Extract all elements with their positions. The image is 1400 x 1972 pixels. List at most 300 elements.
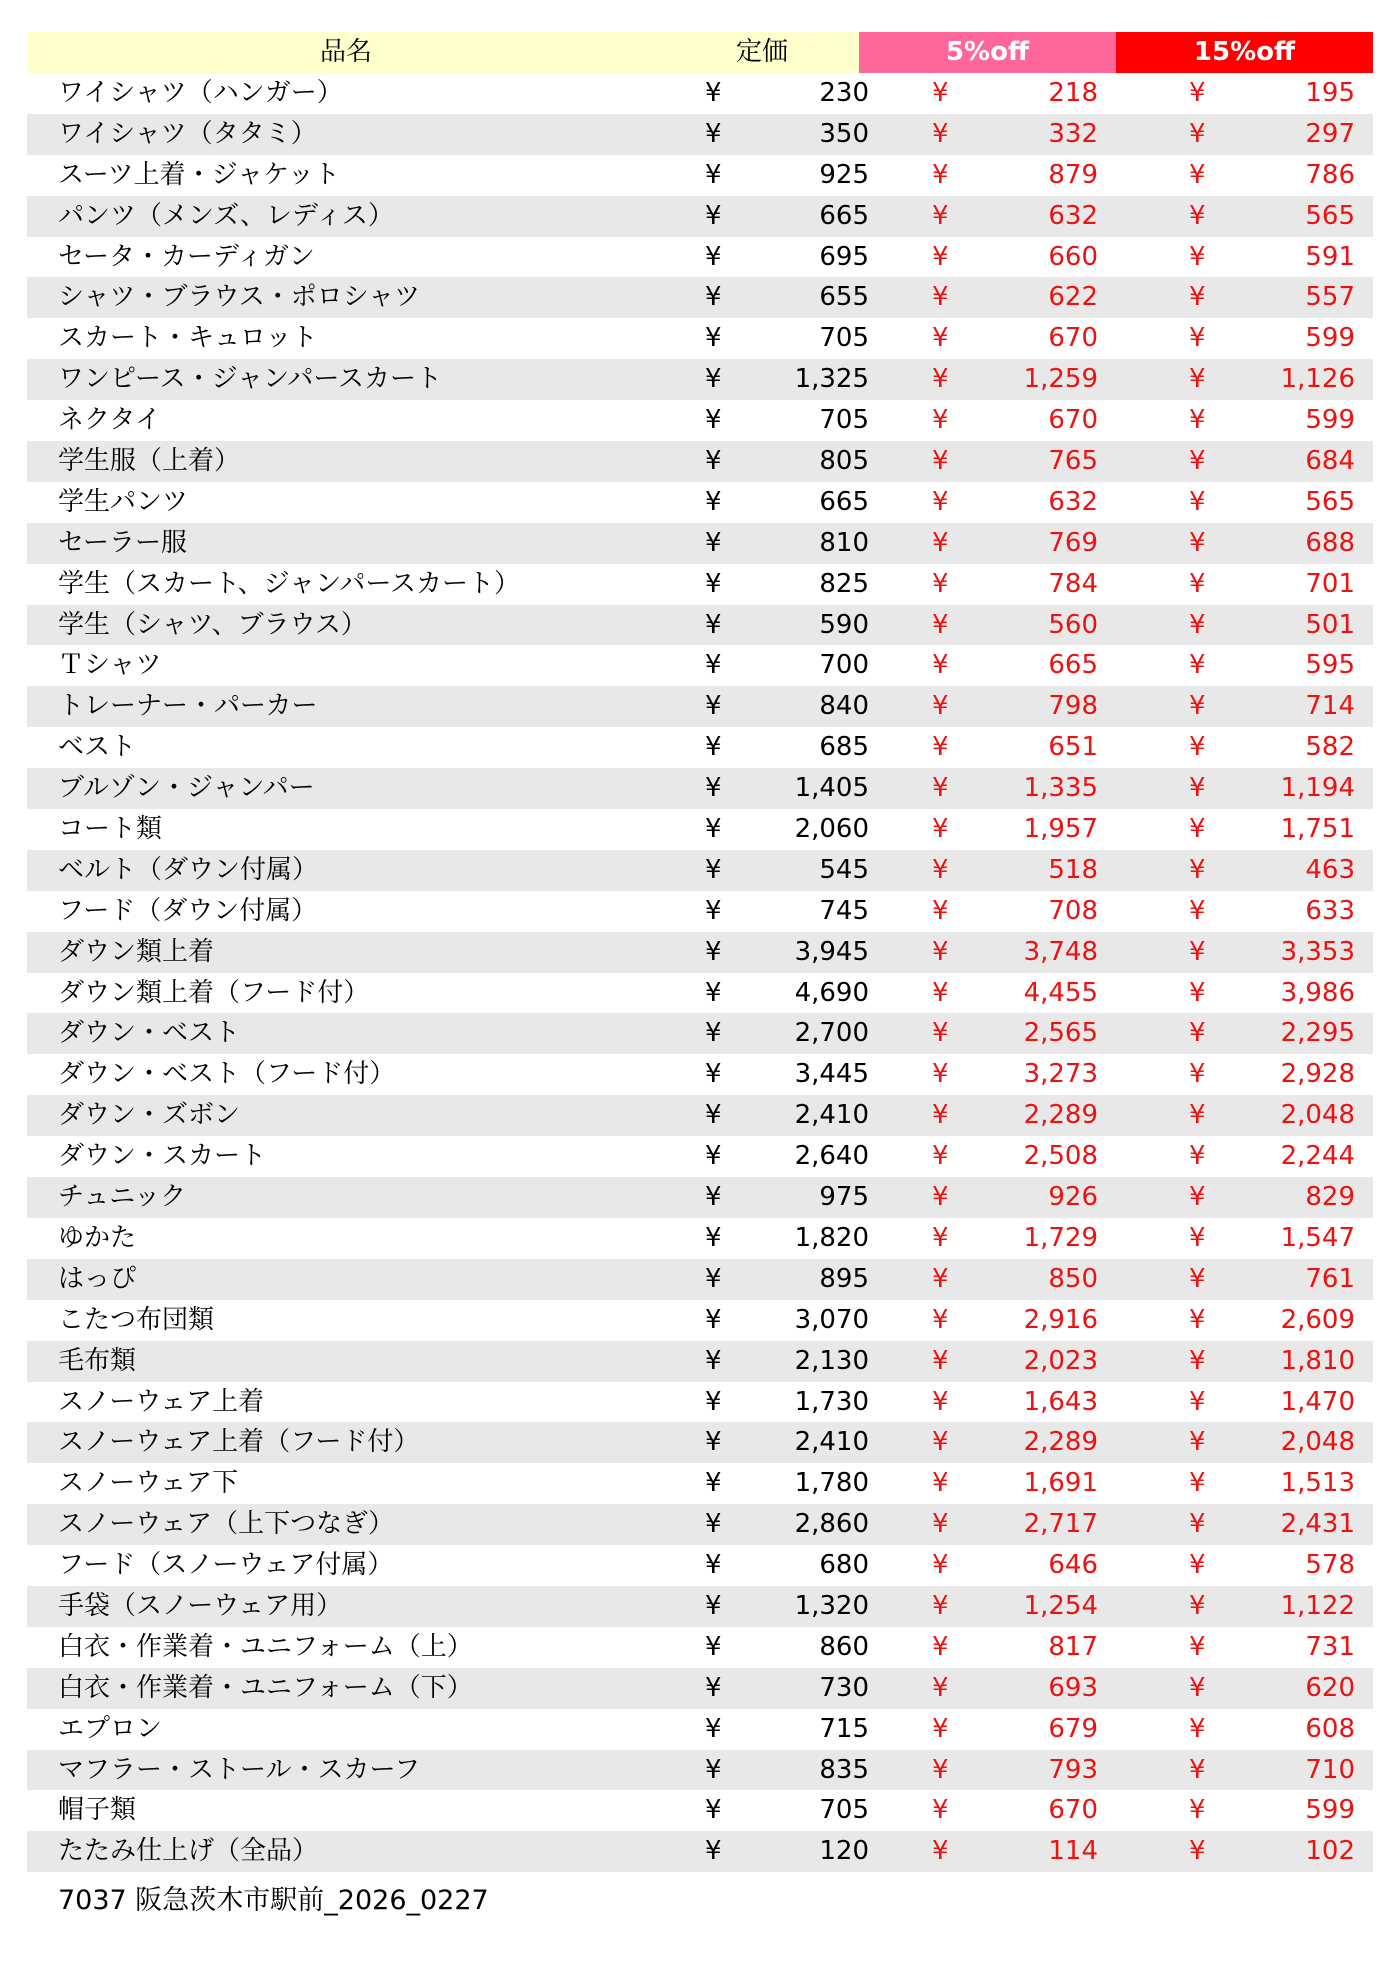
list-price-cell: [665, 932, 869, 973]
yen-symbol: ¥: [932, 1018, 949, 1049]
price-5off-cell: [859, 1831, 1116, 1872]
price-15off: 2,244: [1280, 1141, 1355, 1172]
list-price-cell: [665, 1463, 869, 1504]
price-15off-cell: [1116, 1545, 1373, 1586]
list-price-cell: [665, 605, 869, 646]
yen-symbol: ¥: [1189, 691, 1206, 722]
price-5off-cell: [859, 1586, 1116, 1627]
price-15off-cell: [1116, 1750, 1373, 1791]
price-5off: 679: [1048, 1713, 1098, 1744]
item-name: パンツ（メンズ、レディス）: [58, 200, 394, 231]
price-15off-cell: [1116, 155, 1373, 196]
table-row: [27, 359, 1373, 400]
yen-symbol: ¥: [932, 732, 949, 763]
price-15off: 2,048: [1280, 1100, 1355, 1131]
yen-symbol: ¥: [705, 1631, 722, 1662]
price-15off: 1,513: [1280, 1468, 1355, 1499]
price-5off-cell: [859, 1300, 1116, 1341]
yen-symbol: ¥: [705, 1141, 722, 1172]
table-row: [27, 1790, 1373, 1831]
yen-symbol: ¥: [705, 200, 722, 231]
table-header: [27, 32, 1373, 73]
yen-symbol: ¥: [1189, 118, 1206, 149]
price-15off-cell: [1116, 891, 1373, 932]
price-15off-cell: [1116, 318, 1373, 359]
price-5off: 817: [1048, 1631, 1098, 1662]
item-name: ダウン類上着（フード付）: [58, 977, 370, 1008]
price-15off: 297: [1305, 118, 1355, 149]
footer-store-label: 7037 阪急茨木市駅前_2026_0227: [58, 1885, 489, 1916]
list-price: 825: [819, 568, 869, 599]
price-15off: 2,928: [1280, 1059, 1355, 1090]
yen-symbol: ¥: [1189, 446, 1206, 477]
item-name: フード（スノーウェア付属）: [58, 1550, 394, 1581]
price-15off-cell: [1116, 645, 1373, 686]
price-15off-cell: [1116, 1504, 1373, 1545]
list-price-cell: [665, 1750, 869, 1791]
price-15off-cell: [1116, 1136, 1373, 1177]
list-price: 545: [819, 854, 869, 885]
price-5off: 765: [1048, 446, 1098, 477]
yen-symbol: ¥: [705, 609, 722, 640]
list-price: 730: [819, 1672, 869, 1703]
item-name: スノーウェア下: [58, 1468, 239, 1499]
list-price-cell: [665, 1586, 869, 1627]
list-price: 840: [819, 691, 869, 722]
price-5off-cell: [859, 809, 1116, 850]
price-5off: 1,259: [1023, 364, 1098, 395]
list-price: 715: [819, 1713, 869, 1744]
yen-symbol: ¥: [705, 814, 722, 845]
item-name: はっぴ: [58, 1263, 137, 1294]
price-5off-cell: [859, 1136, 1116, 1177]
yen-symbol: ¥: [705, 1550, 722, 1581]
price-15off: 2,295: [1280, 1018, 1355, 1049]
price-5off-cell: [859, 114, 1116, 155]
yen-symbol: ¥: [1189, 1672, 1206, 1703]
price-5off: 2,289: [1023, 1427, 1098, 1458]
yen-symbol: ¥: [1189, 282, 1206, 313]
price-5off-cell: [859, 1259, 1116, 1300]
price-15off-cell: [1116, 237, 1373, 278]
yen-symbol: ¥: [1189, 1754, 1206, 1785]
yen-symbol: ¥: [932, 1550, 949, 1581]
item-name: スノーウェア（上下つなぎ）: [58, 1509, 395, 1540]
list-price-cell: [665, 564, 869, 605]
yen-symbol: ¥: [932, 446, 949, 477]
price-15off: 599: [1305, 1795, 1355, 1826]
yen-symbol: ¥: [705, 854, 722, 885]
price-5off: 332: [1048, 118, 1098, 149]
yen-symbol: ¥: [1189, 159, 1206, 190]
yen-symbol: ¥: [932, 364, 949, 395]
list-price: 120: [819, 1836, 869, 1867]
table-row: [27, 932, 1373, 973]
yen-symbol: ¥: [932, 1059, 949, 1090]
list-price: 2,130: [794, 1345, 869, 1376]
item-name: Ｔシャツ: [58, 650, 162, 681]
price-5off-cell: [859, 1218, 1116, 1259]
yen-symbol: ¥: [932, 1345, 949, 1376]
table-row: [27, 1259, 1373, 1300]
list-price-cell: [665, 1300, 869, 1341]
price-15off: 684: [1305, 446, 1355, 477]
list-price: 925: [819, 159, 869, 190]
list-price: 2,410: [794, 1100, 869, 1131]
price-15off-cell: [1116, 441, 1373, 482]
table-row: [27, 768, 1373, 809]
list-price-cell: [665, 1709, 869, 1750]
table-row: [27, 318, 1373, 359]
price-15off: 3,986: [1280, 977, 1355, 1008]
table-row: [27, 277, 1373, 318]
price-5off-cell: [859, 73, 1116, 114]
price-15off-cell: [1116, 1790, 1373, 1831]
table-row: [27, 850, 1373, 891]
yen-symbol: ¥: [705, 1427, 722, 1458]
list-price-cell: [665, 1422, 869, 1463]
yen-symbol: ¥: [705, 1795, 722, 1826]
price-15off: 463: [1305, 854, 1355, 885]
yen-symbol: ¥: [932, 1836, 949, 1867]
list-price-cell: [665, 850, 869, 891]
price-15off: 557: [1305, 282, 1355, 313]
price-5off-cell: [859, 1013, 1116, 1054]
price-5off-cell: [859, 1054, 1116, 1095]
price-15off-cell: [1116, 932, 1373, 973]
price-5off: 670: [1048, 405, 1098, 436]
price-15off-cell: [1116, 400, 1373, 441]
table-row: [27, 1218, 1373, 1259]
table-row: [27, 441, 1373, 482]
table-row: [27, 1054, 1373, 1095]
header-15off: 15%off: [1116, 32, 1373, 73]
yen-symbol: ¥: [705, 364, 722, 395]
table-body: [27, 73, 1373, 1872]
list-price: 700: [819, 650, 869, 681]
table-row: [27, 1586, 1373, 1627]
header-5off: 5%off: [859, 32, 1116, 73]
item-name: シャツ・ブラウス・ポロシャツ: [58, 282, 421, 313]
yen-symbol: ¥: [1189, 609, 1206, 640]
price-15off: 1,122: [1280, 1590, 1355, 1621]
list-price: 705: [819, 405, 869, 436]
price-5off-cell: [859, 277, 1116, 318]
list-price-cell: [665, 318, 869, 359]
price-5off-cell: [859, 1177, 1116, 1218]
price-15off: 608: [1305, 1713, 1355, 1744]
price-15off: 582: [1305, 732, 1355, 763]
list-price: 3,445: [794, 1059, 869, 1090]
list-price: 685: [819, 732, 869, 763]
yen-symbol: ¥: [1189, 732, 1206, 763]
item-name: 白衣・作業着・ユニフォーム（下）: [58, 1672, 473, 1703]
yen-symbol: ¥: [1189, 814, 1206, 845]
list-price: 1,320: [794, 1590, 869, 1621]
table-row: [27, 155, 1373, 196]
table-row: [27, 1463, 1373, 1504]
price-5off: 218: [1048, 78, 1098, 108]
item-name: ダウン・ベスト（フード付）: [58, 1059, 396, 1090]
yen-symbol: ¥: [1189, 568, 1206, 599]
yen-symbol: ¥: [705, 1263, 722, 1294]
price-15off-cell: [1116, 686, 1373, 727]
yen-symbol: ¥: [932, 1263, 949, 1294]
item-name: ベルト（ダウン付属）: [58, 854, 319, 885]
price-15off: 565: [1305, 486, 1355, 517]
yen-symbol: ¥: [932, 1754, 949, 1785]
item-name: こたつ布団類: [58, 1304, 215, 1335]
table-row: [27, 564, 1373, 605]
list-price: 2,860: [794, 1509, 869, 1540]
yen-symbol: ¥: [705, 1018, 722, 1049]
yen-symbol: ¥: [932, 773, 949, 804]
yen-symbol: ¥: [1189, 200, 1206, 231]
price-5off-cell: [859, 359, 1116, 400]
yen-symbol: ¥: [705, 1222, 722, 1253]
price-15off-cell: [1116, 1013, 1373, 1054]
yen-symbol: ¥: [932, 1795, 949, 1826]
yen-symbol: ¥: [1189, 1141, 1206, 1172]
list-price: 4,690: [794, 977, 869, 1008]
table-row: [27, 1013, 1373, 1054]
price-5off: 518: [1048, 854, 1098, 885]
item-name: 学生（シャツ、ブラウス）: [58, 609, 367, 640]
yen-symbol: ¥: [932, 159, 949, 190]
yen-symbol: ¥: [1189, 1590, 1206, 1621]
list-price: 835: [819, 1754, 869, 1785]
list-price: 665: [819, 200, 869, 231]
list-price-cell: [665, 1259, 869, 1300]
yen-symbol: ¥: [705, 1590, 722, 1621]
yen-symbol: ¥: [1189, 895, 1206, 926]
item-name: ワイシャツ（ハンガー）: [58, 78, 343, 108]
price-5off-cell: [859, 605, 1116, 646]
price-15off-cell: [1116, 1218, 1373, 1259]
table-row: [27, 973, 1373, 1014]
table-row: [27, 809, 1373, 850]
yen-symbol: ¥: [932, 200, 949, 231]
price-5off: 2,289: [1023, 1100, 1098, 1131]
list-price-cell: [665, 1177, 869, 1218]
price-5off: 798: [1048, 691, 1098, 722]
price-5off: 560: [1048, 609, 1098, 640]
price-15off-cell: [1116, 973, 1373, 1014]
yen-symbol: ¥: [1189, 1059, 1206, 1090]
list-price-cell: [665, 1382, 869, 1423]
yen-symbol: ¥: [932, 691, 949, 722]
list-price-cell: [665, 1341, 869, 1382]
table-row: [27, 1831, 1373, 1872]
list-price-cell: [665, 645, 869, 686]
yen-symbol: ¥: [1189, 1345, 1206, 1376]
list-price-cell: [665, 727, 869, 768]
price-5off: 2,916: [1023, 1304, 1098, 1335]
yen-symbol: ¥: [705, 1509, 722, 1540]
table-row: [27, 1750, 1373, 1791]
price-15off: 591: [1305, 241, 1355, 272]
header-name: 品名: [27, 32, 665, 73]
price-15off-cell: [1116, 359, 1373, 400]
price-15off-cell: [1116, 727, 1373, 768]
table-row: [27, 1709, 1373, 1750]
price-5off-cell: [859, 1382, 1116, 1423]
price-5off-cell: [859, 318, 1116, 359]
yen-symbol: ¥: [932, 895, 949, 926]
price-15off-cell: [1116, 1054, 1373, 1095]
yen-symbol: ¥: [932, 527, 949, 558]
price-5off: 632: [1048, 200, 1098, 231]
yen-symbol: ¥: [1189, 1836, 1206, 1867]
price-15off: 1,547: [1280, 1222, 1355, 1253]
item-name: セータ・カーディガン: [58, 241, 315, 272]
list-price: 2,060: [794, 814, 869, 845]
table-row: [27, 1627, 1373, 1668]
price-15off-cell: [1116, 809, 1373, 850]
list-price: 695: [819, 241, 869, 272]
price-15off: 3,353: [1280, 936, 1355, 967]
yen-symbol: ¥: [705, 1672, 722, 1703]
list-price-cell: [665, 1545, 869, 1586]
yen-symbol: ¥: [1189, 1427, 1206, 1458]
item-name: ダウン・ベスト: [58, 1018, 241, 1049]
price-15off: 620: [1305, 1672, 1355, 1703]
yen-symbol: ¥: [932, 609, 949, 640]
price-5off: 1,335: [1023, 773, 1098, 804]
yen-symbol: ¥: [932, 1427, 949, 1458]
price-15off-cell: [1116, 1831, 1373, 1872]
price-15off-cell: [1116, 523, 1373, 564]
table-row: [27, 114, 1373, 155]
list-price-cell: [665, 523, 869, 564]
price-15off: 501: [1305, 609, 1355, 640]
list-price-cell: [665, 1790, 869, 1831]
price-15off-cell: [1116, 277, 1373, 318]
price-5off-cell: [859, 1750, 1116, 1791]
table-row: [27, 727, 1373, 768]
price-5off-cell: [859, 1463, 1116, 1504]
table-row: [27, 1136, 1373, 1177]
price-5off: 693: [1048, 1672, 1098, 1703]
price-5off: 2,508: [1023, 1141, 1098, 1172]
list-price: 1,730: [794, 1386, 869, 1417]
yen-symbol: ¥: [1189, 364, 1206, 395]
list-price-cell: [665, 400, 869, 441]
price-15off: 1,194: [1280, 773, 1355, 804]
yen-symbol: ¥: [705, 159, 722, 190]
price-15off: 578: [1305, 1550, 1355, 1581]
yen-symbol: ¥: [705, 1345, 722, 1376]
price-15off: 2,609: [1280, 1304, 1355, 1335]
list-price-cell: [665, 73, 869, 114]
price-5off: 708: [1048, 895, 1098, 926]
price-15off: 1,810: [1280, 1345, 1355, 1376]
price-15off: 1,470: [1280, 1386, 1355, 1417]
list-price-cell: [665, 1136, 869, 1177]
price-15off: 595: [1305, 650, 1355, 681]
yen-symbol: ¥: [1189, 936, 1206, 967]
yen-symbol: ¥: [932, 1713, 949, 1744]
price-5off: 2,023: [1023, 1345, 1098, 1376]
price-15off-cell: [1116, 1300, 1373, 1341]
price-5off-cell: [859, 441, 1116, 482]
price-5off: 2,565: [1023, 1018, 1098, 1049]
list-price: 680: [819, 1550, 869, 1581]
item-name: ダウン類上着: [58, 936, 215, 967]
table-row: [27, 400, 1373, 441]
price-5off-cell: [859, 1504, 1116, 1545]
item-name: トレーナー・パーカー: [58, 691, 318, 722]
price-15off: 714: [1305, 691, 1355, 722]
yen-symbol: ¥: [705, 977, 722, 1008]
item-name: 帽子類: [58, 1795, 137, 1826]
yen-symbol: ¥: [932, 1182, 949, 1213]
price-15off-cell: [1116, 1668, 1373, 1709]
price-5off: 3,748: [1023, 936, 1098, 967]
price-5off: 926: [1048, 1182, 1098, 1213]
price-15off-cell: [1116, 114, 1373, 155]
yen-symbol: ¥: [705, 732, 722, 763]
yen-symbol: ¥: [705, 1059, 722, 1090]
item-name: ワイシャツ（タタミ）: [58, 118, 317, 149]
price-5off: 1,957: [1023, 814, 1098, 845]
item-name: 学生（スカート、ジャンパースカート）: [58, 568, 521, 599]
price-5off: 850: [1048, 1263, 1098, 1294]
list-price-cell: [665, 686, 869, 727]
price-5off: 670: [1048, 323, 1098, 354]
list-price: 3,070: [794, 1304, 869, 1335]
list-price: 705: [819, 1795, 869, 1826]
price-5off: 646: [1048, 1550, 1098, 1581]
price-5off: 3,273: [1023, 1059, 1098, 1090]
yen-symbol: ¥: [1189, 405, 1206, 436]
yen-symbol: ¥: [1189, 486, 1206, 517]
list-price-cell: [665, 1095, 869, 1136]
list-price: 2,410: [794, 1427, 869, 1458]
list-price-cell: [665, 482, 869, 523]
yen-symbol: ¥: [1189, 1631, 1206, 1662]
price-5off-cell: [859, 850, 1116, 891]
yen-symbol: ¥: [705, 691, 722, 722]
price-5off-cell: [859, 727, 1116, 768]
list-price-cell: [665, 891, 869, 932]
yen-symbol: ¥: [932, 1590, 949, 1621]
yen-symbol: ¥: [1189, 977, 1206, 1008]
price-5off-cell: [859, 768, 1116, 809]
item-name: エプロン: [58, 1713, 163, 1744]
table-row: [27, 686, 1373, 727]
item-name: ベスト: [58, 732, 137, 763]
yen-symbol: ¥: [932, 568, 949, 599]
table-row: [27, 645, 1373, 686]
yen-symbol: ¥: [1189, 773, 1206, 804]
price-5off-cell: [859, 1095, 1116, 1136]
yen-symbol: ¥: [1189, 1468, 1206, 1499]
price-15off-cell: [1116, 768, 1373, 809]
price-15off-cell: [1116, 196, 1373, 237]
price-5off-cell: [859, 564, 1116, 605]
yen-symbol: ¥: [1189, 241, 1206, 272]
item-name: ゆかた: [58, 1222, 137, 1253]
price-5off: 879: [1048, 159, 1098, 190]
price-15off-cell: [1116, 1422, 1373, 1463]
list-price-cell: [665, 155, 869, 196]
list-price: 860: [819, 1631, 869, 1662]
price-5off: 1,729: [1023, 1222, 1098, 1253]
price-15off-cell: [1116, 1382, 1373, 1423]
price-5off: 793: [1048, 1754, 1098, 1785]
yen-symbol: ¥: [705, 1836, 722, 1867]
